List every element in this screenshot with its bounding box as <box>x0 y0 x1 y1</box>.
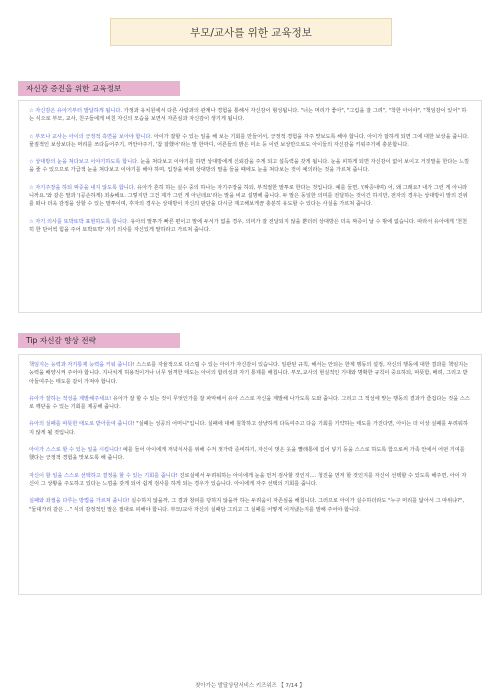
paragraph-lead: ☆ 자기 의사를 또박또박 표현하도록 합니다. <box>29 218 129 225</box>
paragraph-text: 실수하지 않을까, 그 결과 창피를 당하지 않을까 하는 두려움이 자존심을 해칩니다. 그러므로 아이가 실수하더라도 "누구 머리를 닮아서 그 따위냐?", "둘대가리 같은 ..." 식의 감정적인 말은 절대로 피해야 합니다. 부모/교사 자신의 실패담 그리고 그 실패를 어떻게 이겨냈는지를 말해 주어야 합니다. <box>29 498 464 513</box>
paragraph-text: 유아가 잘 할 수 있는 것이 무엇인가를 잘 파악해서 유아 스스로 자신을 계발해 나가도록 도와 줍니다. 그리고 그 적성에 맞는 행동의 결과가 즐겁다는 것을 스스로 깨닫을 수 있는 기회를 제공해 줍니다. <box>29 395 470 411</box>
tip-paragraph-3 <box>29 420 471 437</box>
paragraph-lead: ☆ 자신감은 유아기부터 발달하게 됩니다. <box>29 108 123 114</box>
paragraph-text: 유아가 흔히 하는 실수 중의 하나는 자기주장을 하되, 부적절한 말투로 한다는 것입니다. 예를 들면, '(짜증내며) 어, 왜 그래요? 내가 그런 게 아니라니까요.'와 같은 말과 '(공손하게) 죄송해요. 그렇지만 그건 제가 그런 게 아닌데요'라는 말을 비교 설명해 줍니다. 두 말은 동일한 의미를 전달하는 것이긴 하지만, 전자의 경우는 상대방이 말의 진위를 떠나 더욱 감정을 상할 수 있는 말투이며, 후자의 경우는 상대방이 자신의 판단을 다시금 재고해보게끔 충분히 유도할 수 있다는 사실을 가르쳐 줍니다. <box>29 184 468 208</box>
paragraph-lead: 실패와 좌절을 다루는 방법을 가르쳐 줍니다! <box>29 498 130 505</box>
paragraph-text: 진로실에서 두려워하는 아이에게 눈을 먼저 검사할 것인지.... 청진을 먼저 할 것인지를 자신이 선택할 수 있도록 해주면, 아이 자신이 그 상황을 주도하고 있다는 느낌을 갖게 되어 쉽게 검사를 하게 되는 경우가 있습니다. 아이에게 자주 선택의 기회를 줍니다. <box>29 472 467 487</box>
paragraph-text: 가정과 유치원에서 다른 사람과의 관계나 경험을 통해서 자신감이 형성됩니다. "너는 머리가 좋아", "그림을 잘 그려", "착한 아이야", "책임감이 있어" 하는 식으로 부모, 교사, 친구들에게 비친 자신의 모습을 보면서 자존심과 자신감이 생기게 됩니다. <box>29 108 467 123</box>
page-title: 부모/교사를 위한 교육정보 <box>110 18 392 46</box>
confidence-paragraph-5 <box>29 218 471 235</box>
confidence-paragraph-3 <box>29 158 471 175</box>
paragraph-text: 예를 들어 아이에게 저녁식사를 위해 수저 젓가락 준비하기, 자신이 벗은 옷을 빨래통에 집어 넣기 등을 스스로 하도록 함으로써 가족 안에서 어떤 기여를 했다는 긍정적 경험을 맛보도록 해 줍니다. <box>29 447 465 462</box>
paragraph-lead: 유아의 실패를 따뜻한 태도로 받아들여 줍니다! <box>29 421 135 428</box>
paragraph-text: 유아의 말투가 빠른 편이고 말에 두서가 없을 경우, 의미가 잘 전달되지 않을 뿐더러 상대방은 더욱 짜증이 날 수 밖에 없습니다. 따라서 유아에게 '천천히 한 단어씩 힘을 주어 또박또박' 자기 의사를 자신있게 말하라고 가르쳐 줍니다. <box>29 218 468 233</box>
confidence-paragraph-4 <box>29 184 471 209</box>
section-box-tips <box>18 354 482 595</box>
section-header-tips: Tip 자신감 향상 전략 <box>18 333 180 348</box>
tip-paragraph-2 <box>29 395 471 412</box>
tip-paragraph-1 <box>29 361 471 386</box>
paragraph-text: "실패는 성공의 어머니"입니다. 실패에 대해 침착하고 상냥하게 다독여주고 다음 기회를 기약하는 태도를 가진다면, 아이는 더 이상 실패를 두려워하지 않게 될 것입니다. <box>29 421 468 436</box>
paragraph-lead: 책임지는 능력과 자기통제 능력을 키워 줍니다! <box>29 362 135 368</box>
paragraph-lead: ☆ 상대방의 눈을 쳐다보고 이야기하도록 합니다. <box>29 159 139 166</box>
section-header-confidence: 자신감 증진을 위한 교육정보 <box>18 81 180 96</box>
tip-paragraph-5 <box>29 472 471 489</box>
paragraph-text: 아이가 잘할 수 있는 일을 해 보는 기회를 만들어서, 긍정적 경험을 자주 맛보도록 해야 합니다. 아이가 잘하게 되면 그에 대한 보상을 줍니다. 물질적인 보상보다는 머리를 쓰다듬어주기, 꺼안아주기, '참 잘했어'라는 말 한마디, 어른들의 밝은 미소 등 이런 보상만으로도 아이들의 자신감을 키워주기에 충분합니다. <box>29 133 469 148</box>
paragraph-lead: ☆ 부모나 교사는 아이의 긍정적 측면을 보아야 합니다. <box>29 133 153 140</box>
paragraph-lead: 유아가 잘하는 적성을 계발해주세요! <box>29 395 112 402</box>
paragraph-text: 스스로를 자율적으로 다스릴 수 있는 아이가 자신감이 있습니다. 일관된 규칙, 해서는 안되는 한계 행동의 설정, 자신의 행동에 대한 결과를 책임지는 능력을 배양시켜 주어야 합니다. 지나치게 허용적이거나 너무 엄격한 태도는 아이의 합리성과 자기 통제를 해칩니다. 부모,교사의 현실적인 기대와 명확한 규칙이 중요하되, 따뜻함, 배려, 그리고 받아들여주는 태도를 같이 가져야 합니다. <box>29 362 469 385</box>
paragraph-lead: 자신이 할 일을 스스로 선택하고 결정을 할 수 있는 기회를 줍니다! <box>29 472 178 479</box>
confidence-paragraph-1 <box>29 107 471 124</box>
paragraph-text: 눈을 쳐다보고 이야기를 하면 상대방에게 신뢰감을 주게 되고 설득력을 갖게 됩니다. 눈을 피하게 되면 자신감이 없어 보이고 거짓말을 한다는 느낌을 줄 수 있으므로 가급적 눈을 쳐다보고 이야기를 해야 하며, 입장을 바꿔 상대방의 말을 들을 때에도 눈을 쳐다보는 것이 예의라는 것을 가르쳐 줍니다. <box>29 159 470 174</box>
tip-paragraph-6 <box>29 497 471 514</box>
paragraph-lead: 아이가 스스로 할 수 있는 일을 시킵니다! <box>29 447 122 454</box>
page-footer: 찾아가는 발달상담서비스 키즈위즈 【 7/14 】 <box>195 683 305 689</box>
confidence-paragraph-2 <box>29 133 471 150</box>
paragraph-lead: ☆ 자기주장을 하되 짜증을 내지 않도록 합니다. <box>29 184 136 191</box>
tip-paragraph-4 <box>29 446 471 463</box>
section-box-confidence <box>18 100 482 313</box>
